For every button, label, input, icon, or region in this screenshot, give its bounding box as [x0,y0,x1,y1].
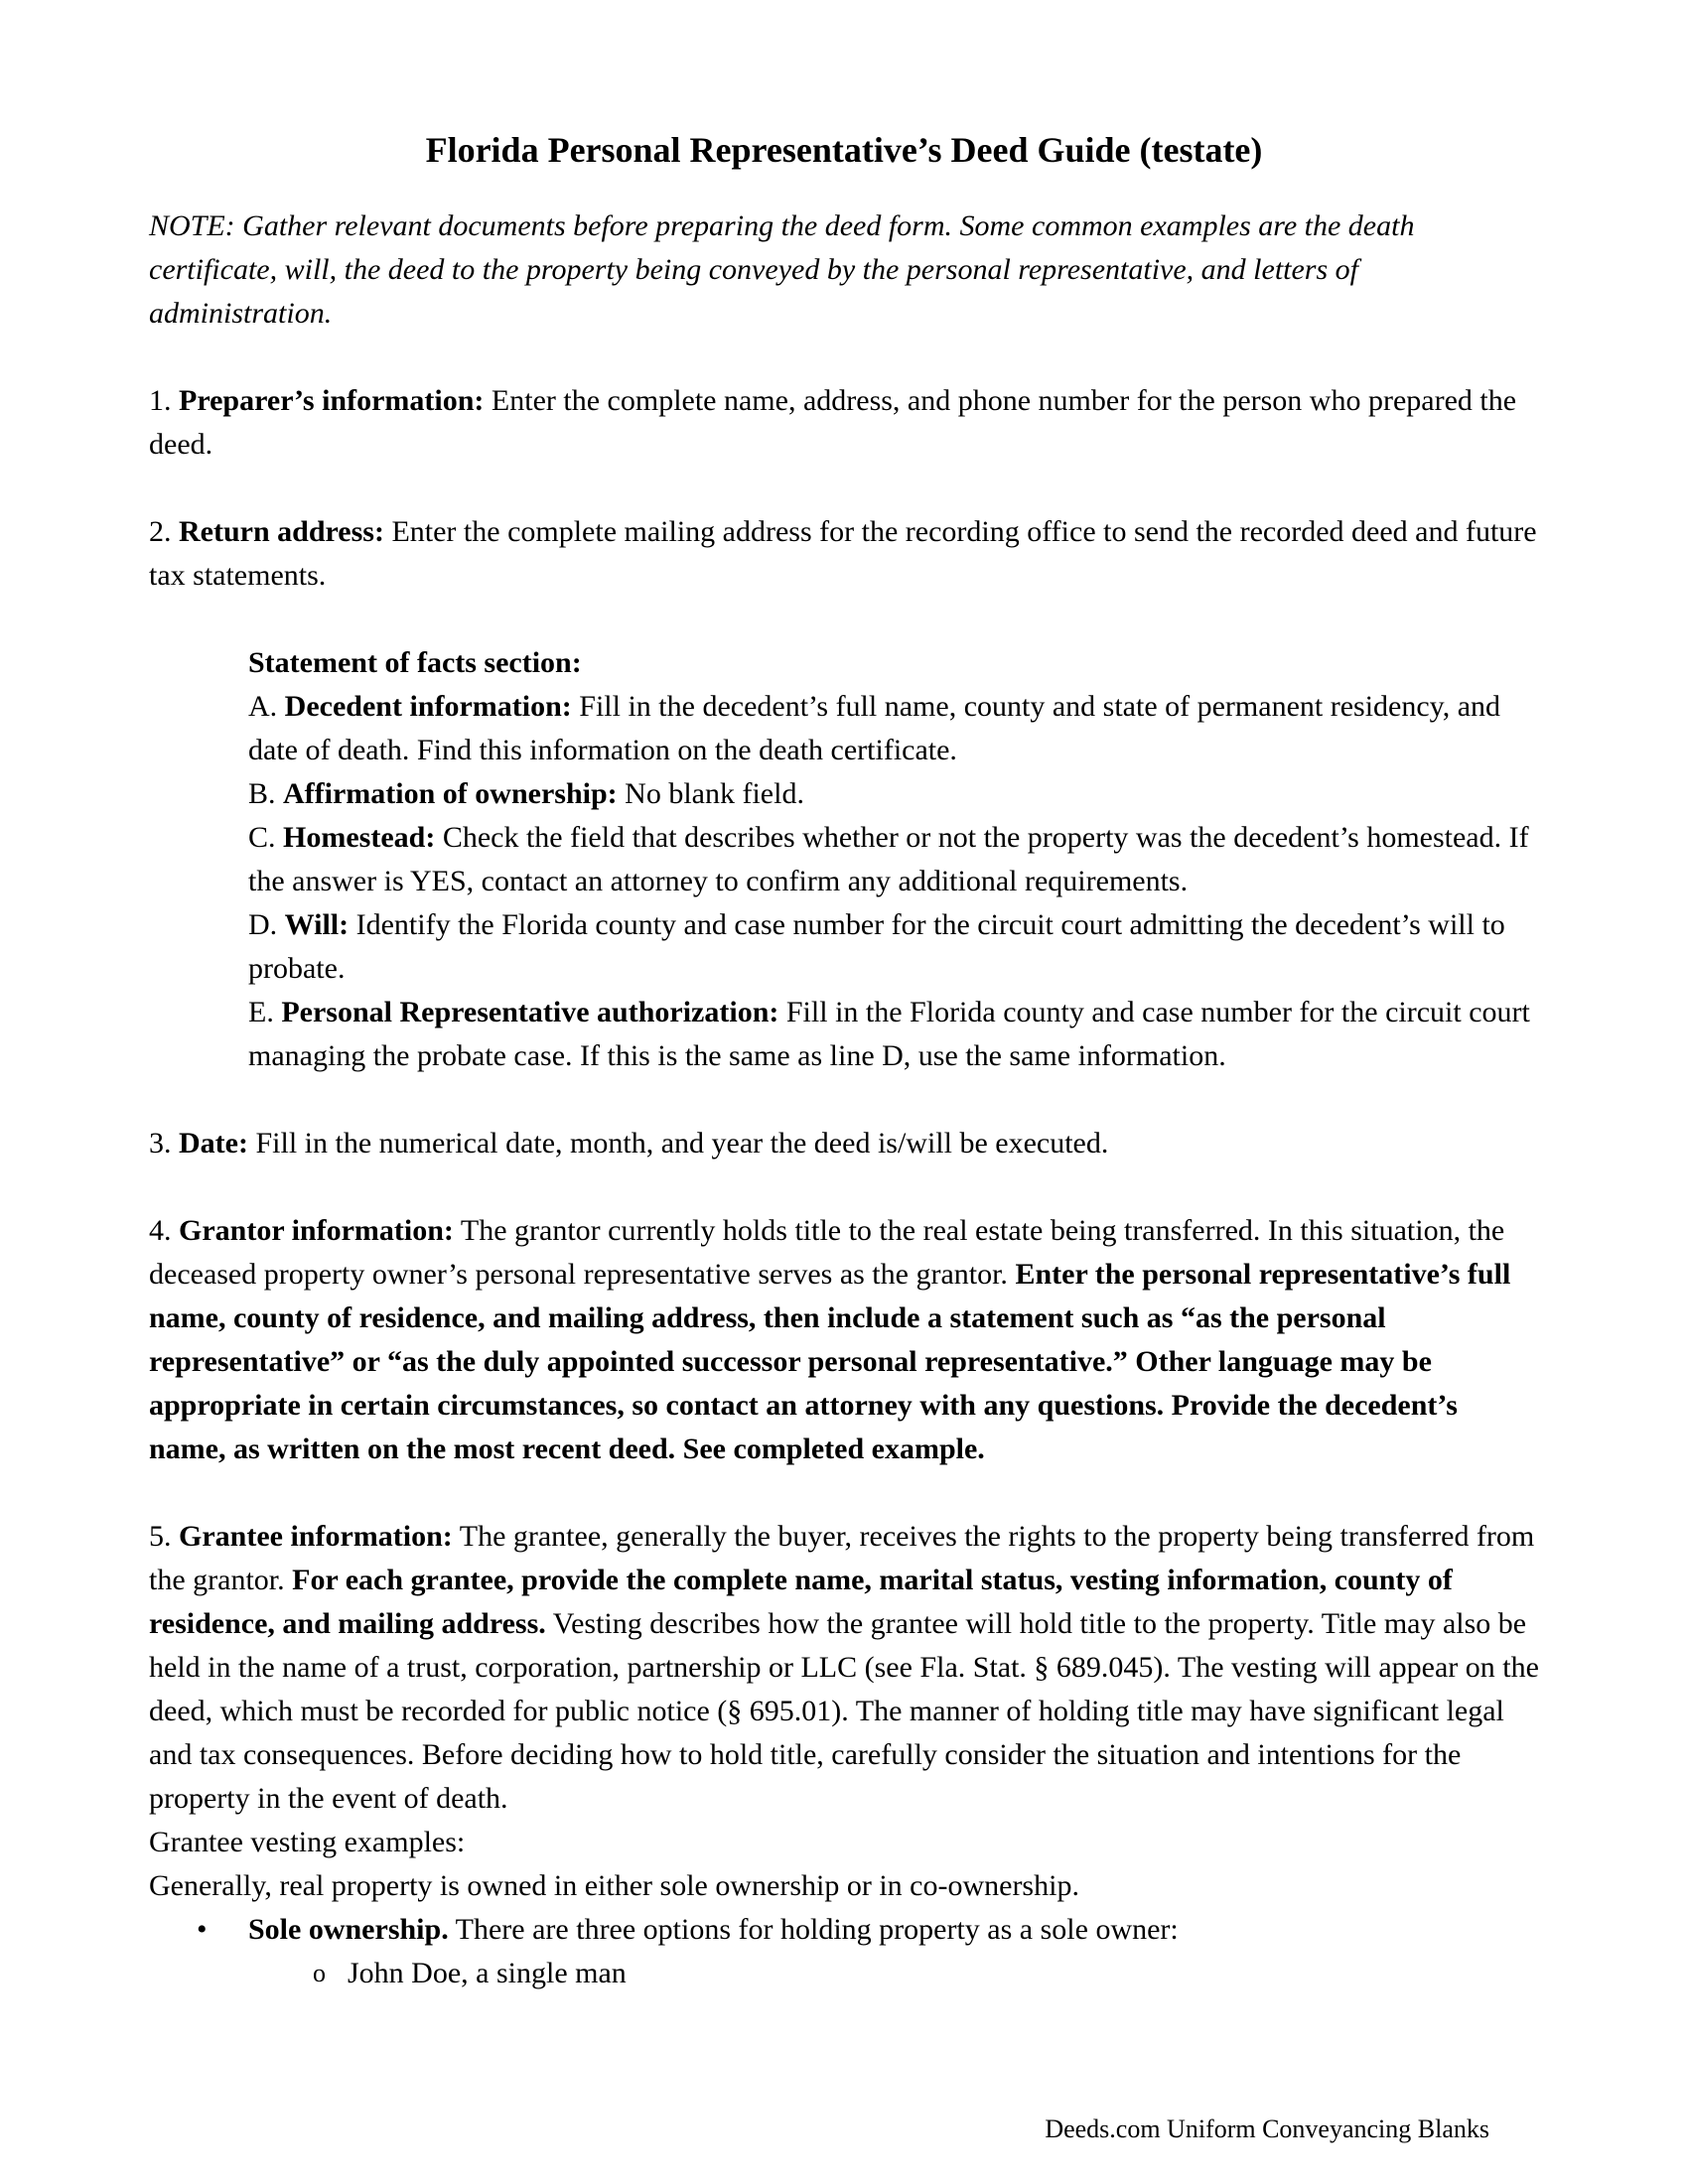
section-text: Fill in the numerical date, month, and year the deed is/will be executed. [247,1127,1109,1160]
vesting-examples-label: Grantee vesting examples: [149,1826,466,1858]
option-text: John Doe, a single man [348,1957,627,1989]
section-label: Grantee information: [179,1520,453,1553]
section-number: 4. [149,1214,172,1247]
fact-text: Fill in the decedent’s full name, county and state of permanent residency, and date of death. Find this information on the death certificate. [248,690,1501,766]
page-title: Florida Personal Representative’s Deed Guide (testate) [425,130,1263,170]
fact-text: Check the field that describes whether or not the property was the decedent’s homestead. If the answer is YES, contact an attorney to confirm any additional requirements. [248,821,1529,897]
fact-a [248,685,1539,772]
document-page [149,119,1539,1995]
fact-letter: B. [248,777,276,810]
statement-of-facts [248,641,1539,1078]
sole-ownership-options [149,1952,1539,1995]
section-return-address [149,510,1539,598]
section-number: 2. [149,515,172,548]
fact-b [248,772,1539,816]
bullet-label: Sole ownership. [248,1913,449,1946]
fact-c [248,816,1539,903]
section-grantor [149,1209,1539,1471]
ownership-list [149,1908,1539,1952]
section-bold-text: For each grantee, provide the complete name, marital status, vesting information, county of residence, and mailing address. [149,1564,1453,1640]
section-grantee [149,1515,1539,1821]
section-label: Return address: [179,515,384,548]
section-label: Grantor information: [179,1214,454,1247]
fact-e [248,991,1539,1078]
section-text: The grantee, generally the buyer, receives the rights to the property being transferred from the grantor. [149,1520,1535,1596]
section-label: Preparer’s information: [179,384,485,417]
fact-label: Will: [284,908,350,941]
fact-label: Personal Representative authorization: [281,996,779,1028]
section-text: Enter the complete name, address, and phone number for the person who prepared the deed. [149,384,1517,461]
section-bold-text: Enter the personal representative’s full name, county of residence, and mailing address, then include a statement such as “as the personal representative” or “as the duly appointed successor personal representative.” Other language may be appropriate in certain circumstances, so contact an attorney with any questions. Provide the decedent’s name, as written on the most recent deed. See completed example. [149,1258,1511,1465]
fact-letter: A. [248,690,278,723]
list-item [149,1908,1539,1952]
fact-d [248,903,1539,991]
page-footer: Deeds.com Uniform Conveyancing Blanks [1045,2115,1489,2143]
circle-bullet-icon: o [313,1959,326,1987]
section-text: Vesting describes how the grantee will hold title to the property. Title may also be held in the name of a trust, corporation, partnership or LLC (see Fla. Stat. § 689.045). The vesting will appear on the deed, which must be recorded for public notice (§ 695.01). The manner of holding title may have significant legal and tax consequences. Before deciding how to hold title, carefully consider the situation and intentions for the property in the event of death. [149,1607,1539,1815]
fact-text: Fill in the Florida county and case number for the circuit court managing the probate case. If this is the same as line D, use the same information. [248,996,1530,1072]
facts-heading: Statement of facts section: [248,646,582,679]
bullet-text: There are three options for holding property as a sole owner: [448,1913,1179,1946]
fact-text: No blank field. [617,777,804,810]
section-number: 5. [149,1520,172,1553]
fact-letter: D. [248,908,278,941]
bullet-icon: • [197,1913,208,1946]
section-text: The grantor currently holds title to the real estate being transferred. In this situation, the deceased property owner’s personal representative serves as the grantor. [149,1214,1505,1291]
section-number: 1. [149,384,172,417]
fact-label: Homestead: [283,821,436,854]
section-number: 3. [149,1127,172,1160]
section-text: Enter the complete mailing address for the recording office to send the recorded deed and future tax statements. [149,515,1537,592]
fact-letter: E. [248,996,274,1028]
note-paragraph: NOTE: Gather relevant documents before preparing the deed form. Some common examples are the death certificate, will, the deed to the property being conveyed by the personal representative, and letters of administration. [149,209,1415,330]
list-item [149,1952,1539,1995]
fact-label: Decedent information: [284,690,572,723]
section-preparer [149,379,1539,467]
section-label: Date: [179,1127,248,1160]
fact-text: Identify the Florida county and case number for the circuit court admitting the decedent’s will to probate. [248,908,1505,985]
fact-label: Affirmation of ownership: [283,777,618,810]
section-date [149,1122,1539,1165]
fact-letter: C. [248,821,276,854]
ownership-intro: Generally, real property is owned in either sole ownership or in co-ownership. [149,1869,1079,1902]
